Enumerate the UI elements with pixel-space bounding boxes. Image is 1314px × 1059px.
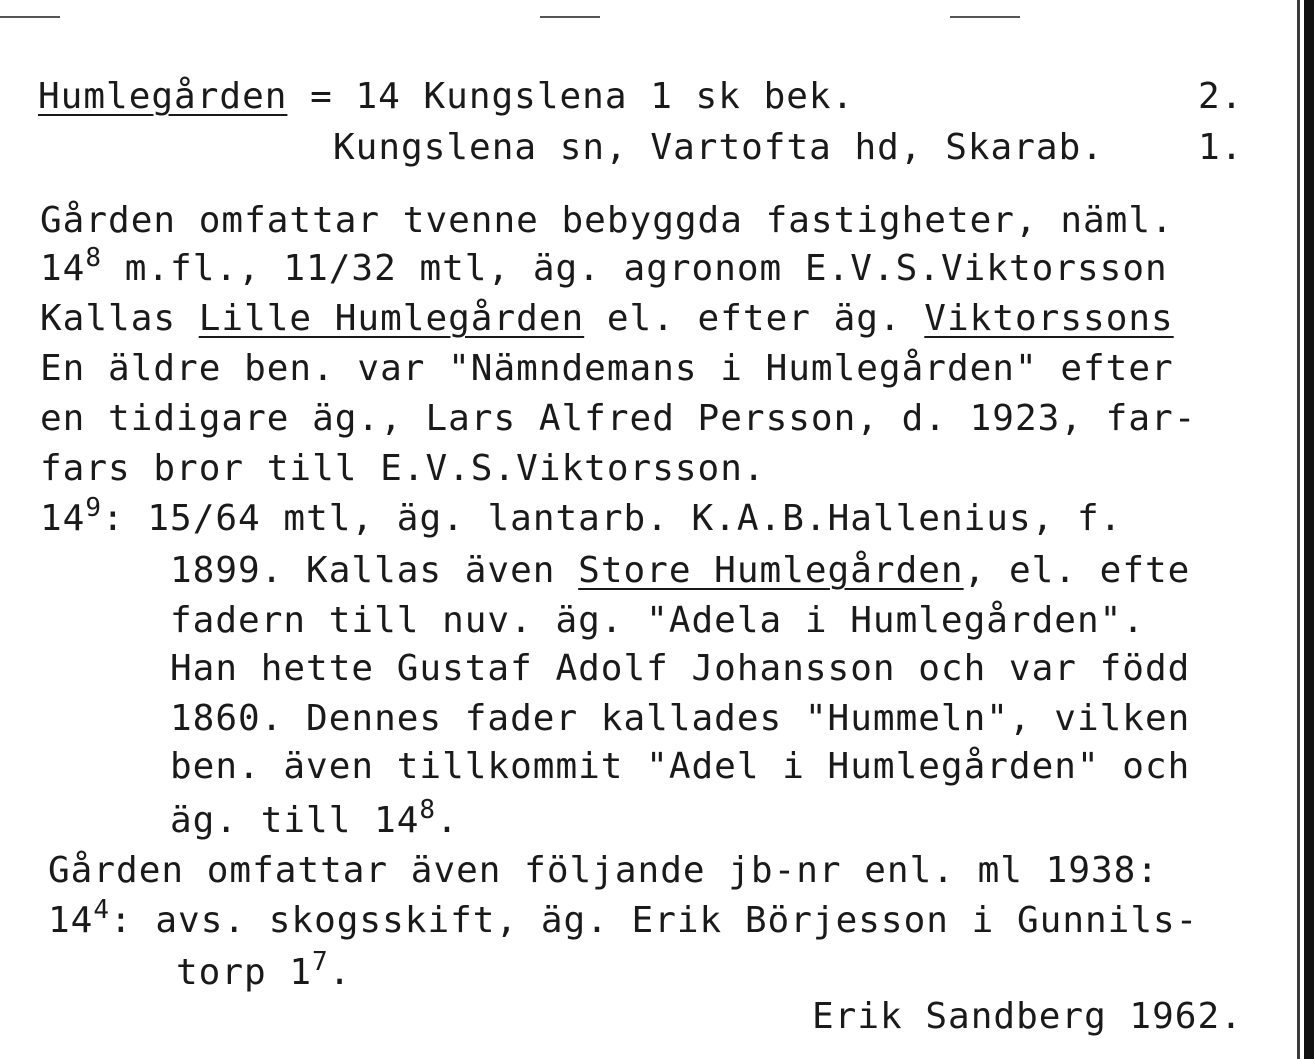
body-line: En äldre ben. var "Nämndemans i Humlegården" efter: [40, 348, 1174, 389]
top-edge-mark: [0, 16, 60, 18]
top-edge-mark: [540, 16, 600, 18]
underlined-name: Store Humlegården: [578, 550, 964, 591]
header-number-2: 1.: [1198, 127, 1244, 168]
signature: Erik Sandberg 1962.: [812, 996, 1243, 1037]
body-line: $14^4$: avs. skogsskift, äg. Erik Börjesson i Gunnils-: [48, 895, 1199, 941]
body-line: ben. även tillkommit "Adel i Humlegården" och: [170, 746, 1191, 787]
body-line: Han hette Gustaf Adolf Johansson och var född: [170, 648, 1191, 689]
body-line: 1899. Kallas även Store Humlegården, el. efte: [170, 550, 1191, 591]
body-line: äg. till $14^8$.: [170, 795, 459, 841]
underlined-name: Viktorssons: [924, 298, 1174, 339]
header-line-1: [38, 76, 854, 118]
header-line-2: Kungslena sn, Vartofta hd, Skarab.: [333, 127, 1104, 168]
header-line-1-rest: = 14 Kungslena 1 sk bek.: [287, 76, 855, 117]
card-edge-shadow: [1304, 0, 1314, 1059]
body-line: fadern till nuv. äg. "Adela i Humlegården".: [170, 600, 1145, 641]
card-edge-line: [1297, 0, 1300, 1059]
top-edge-mark: [950, 16, 1020, 18]
underlined-name: Lille Humlegården: [198, 298, 585, 339]
body-line: Kallas Lille Humlegården el. efter äg. Viktorssons: [40, 298, 1174, 339]
body-line: 1860. Dennes fader kallades "Hummeln", vilken: [170, 698, 1191, 739]
body-line: torp $1^7$.: [176, 947, 352, 993]
body-line: fars bror till E.V.S.Viktorsson.: [40, 448, 766, 489]
body-line: $14^8$ m.fl., 11/32 mtl, äg. agronom E.V.S.Viktorsson: [40, 243, 1168, 289]
body-line: Gården omfattar tvenne bebyggda fastigheter, näml.: [40, 200, 1174, 241]
body-line: Gården omfattar även följande jb-nr enl. ml 1938:: [48, 850, 1160, 891]
body-line: en tidigare äg., Lars Alfred Persson, d. 1923, far-: [40, 398, 1197, 439]
body-line: $14^9$: 15/64 mtl, äg. lantarb. K.A.B.Hallenius, f.: [40, 493, 1123, 539]
header-number-1: 2.: [1198, 76, 1244, 117]
place-name: Humlegården: [38, 76, 288, 117]
